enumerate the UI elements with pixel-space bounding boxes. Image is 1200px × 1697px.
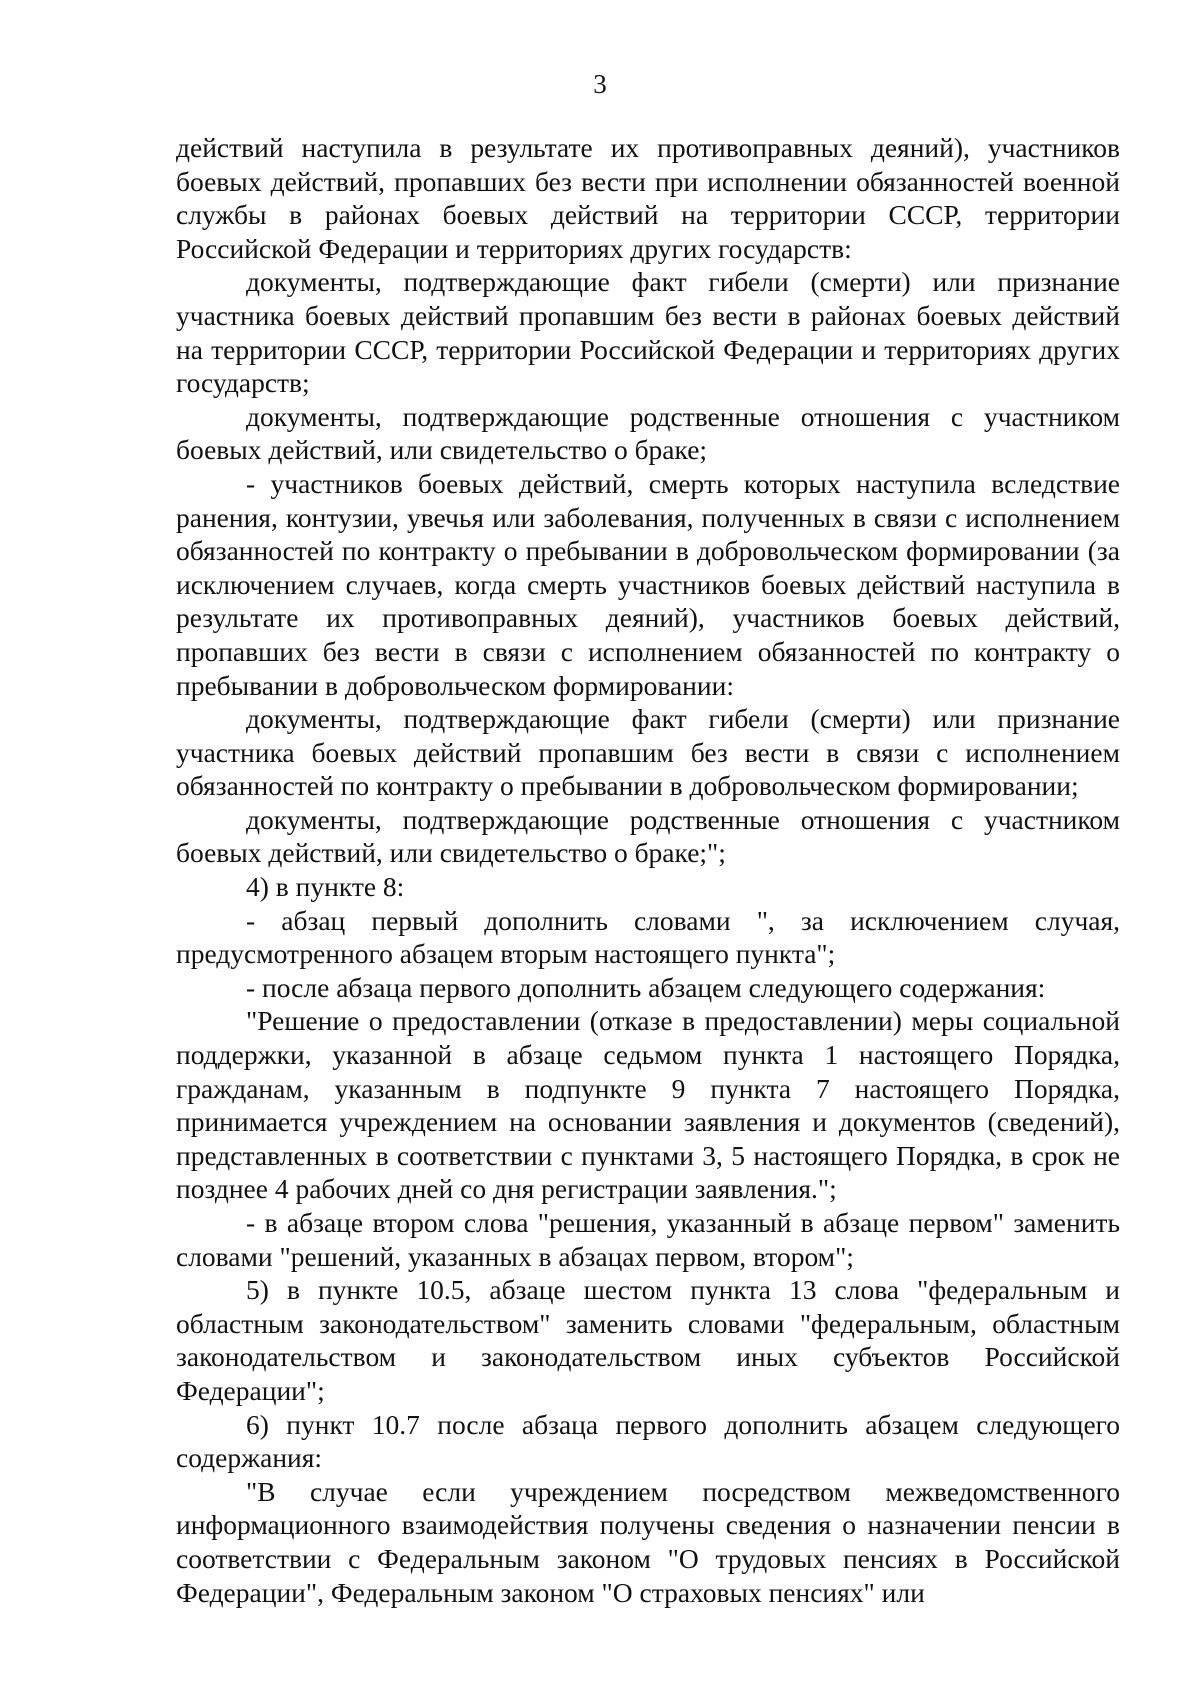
paragraph-2: документы, подтверждающие факт гибели (смерти) или признание участника боевых действий пропавшим без вести в районах боевых действий на территории СССР, территории Российской Федерации и территориях других государств;: [176, 266, 1120, 399]
paragraph-11: - в абзаце втором слова "решения, указанный в абзаце первом" заменить словами "решений, указанных в абзацах первом, втором";: [176, 1207, 1120, 1272]
paragraph-12: 5) в пункте 10.5, абзаце шестом пункта 13 слова "федеральным и областным законодательством" заменить словами "федеральным, областным законодательством и законодательством иных субъектов Российской Федерации";: [176, 1274, 1120, 1406]
paragraph-3: документы, подтверждающие родственные отношения с участником боевых действий, или свидетельство о браке;: [176, 400, 1120, 466]
paragraph-6: документы, подтверждающие родственные отношения с участником боевых действий, или свидетельство о браке;";: [176, 803, 1120, 869]
paragraph-10: "Решение о предоставлении (отказе в предоставлении) меры социальной поддержки, указанной в абзаце седьмом пункта 1 настоящего Порядка, гражданам, указанным в подпункте 9 пункта 7 настоящего Порядка, принимается учреждением на основании заявления и документов (сведений), представленных в соответствии с пунктами 3, 5 настоящего Порядка, в срок не позднее 4 рабочих дней со дня регистрации заявления.";: [176, 1005, 1120, 1205]
paragraph-7: 4) в пункте 8:: [246, 871, 405, 903]
paragraph-8: - абзац первый дополнить словами ", за исключением случая, предусмотренного абзацем вторым настоящего пункта";: [176, 904, 1120, 970]
paragraph-4: - участников боевых действий, смерть которых наступила вследствие ранения, контузии, увечья или заболевания, полученных в связи с исполнением обязанностей по контракту о пребывании в добровольческом формировании (за исключением случаев, когда смерть участников боевых действий наступила в результате их противоправных деяний), участников боевых действий, пропавших без вести в связи с исполнением обязанностей по контракту о пребывании в добровольческом формировании:: [176, 467, 1120, 701]
paragraph-13: 6) пункт 10.7 после абзаца первого дополнить абзацем следующего содержания:: [176, 1408, 1120, 1474]
paragraph-1: действий наступила в результате их противоправных деяний), участников боевых действий, пропавших без вести при исполнении обязанностей военной службы в районах боевых действий на территории СССР, территории Российской Федерации и территориях других государств:: [176, 132, 1120, 264]
page-number: 3: [593, 69, 607, 99]
paragraph-9: - после абзаца первого дополнить абзацем следующего содержания:: [246, 971, 1046, 1003]
paragraph-5: документы, подтверждающие факт гибели (смерти) или признание участника боевых действий пропавшим без вести в связи с исполнением обязанностей по контракту о пребывании в добровольческом формировании;: [176, 703, 1120, 802]
paragraph-14: "В случае если учреждением посредством межведомственного информационного взаимодействия получены сведения о назначении пенсии в соответствии с Федеральным законом "О трудовых пенсиях в Российской Федерации", Федеральным законом "О страховых пенсиях" или: [176, 1475, 1120, 1608]
document-body: [176, 131, 1120, 1609]
